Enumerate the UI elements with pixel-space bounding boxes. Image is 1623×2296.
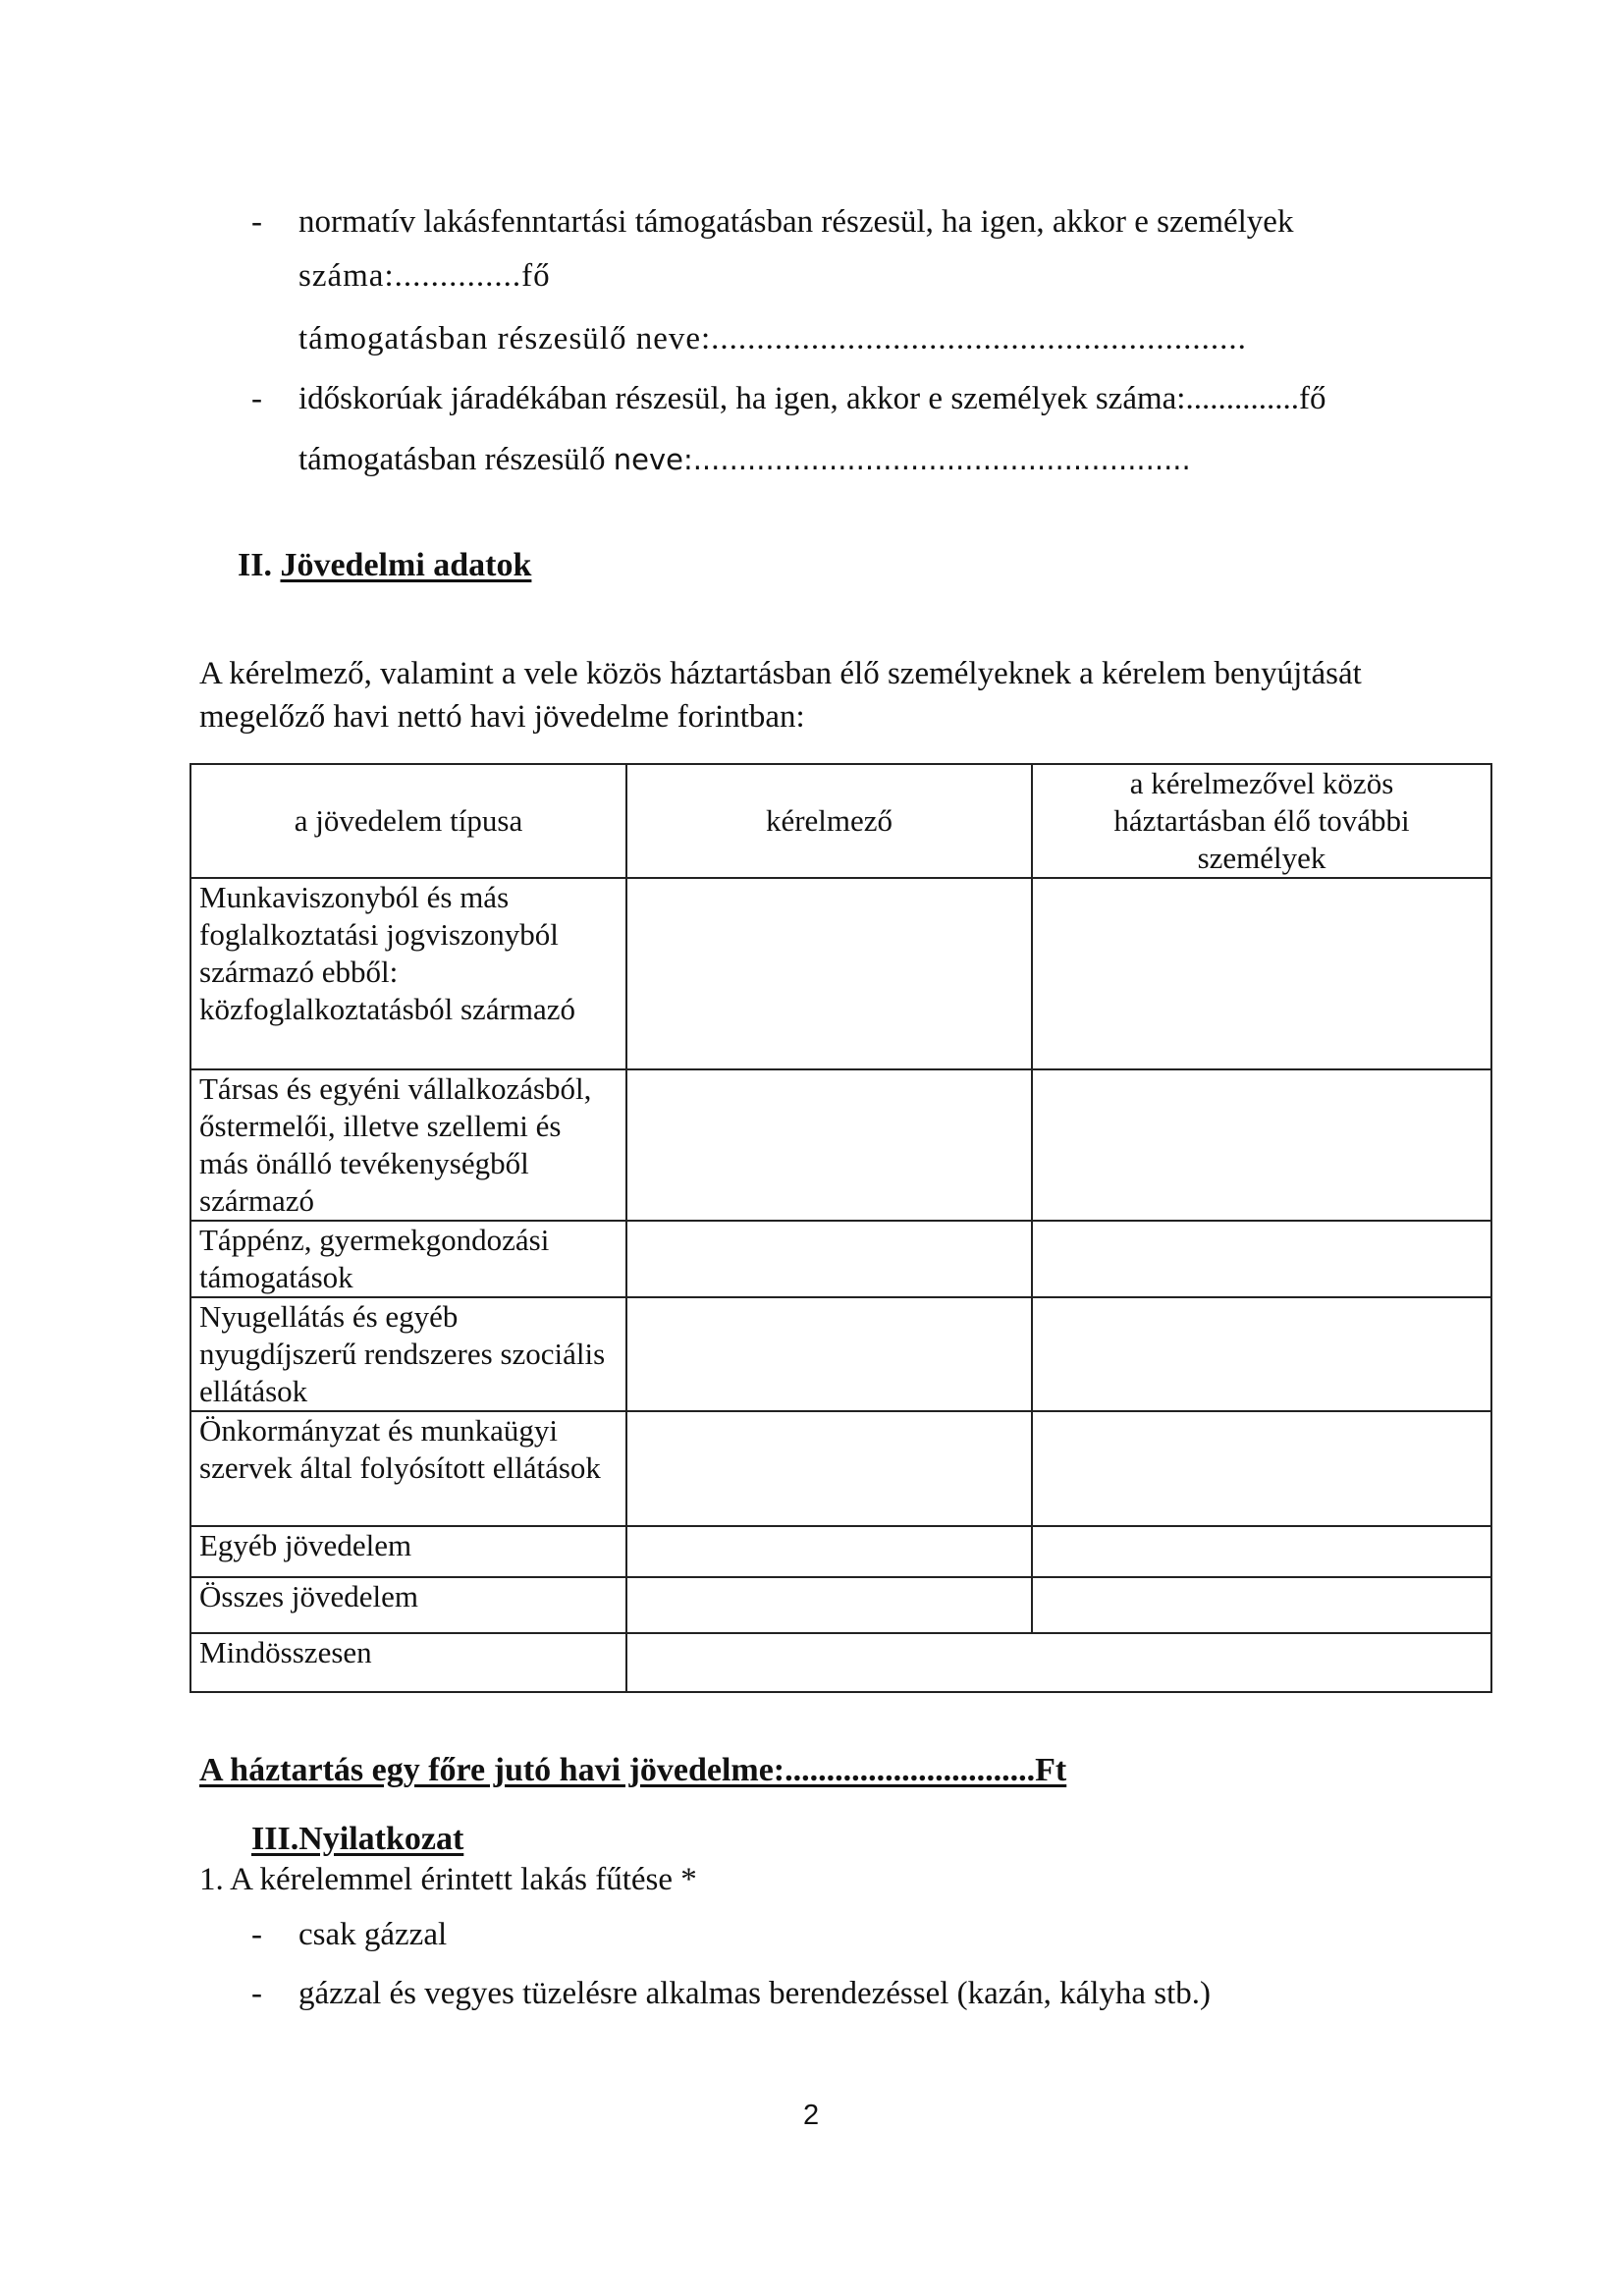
applicant-cell[interactable] [626,1221,1032,1297]
heating-option-gas-only[interactable]: csak gázzal [298,1917,448,1952]
income-type-employment: Munkaviszonyból és más foglalkoztatási jogviszonyból származó ebből: közfoglalkoztatásból származó [190,878,626,1069]
grand-total-label: Mindösszesen [190,1633,626,1692]
applicant-cell[interactable] [626,1069,1032,1221]
header-income-type: a jövedelem típusa [190,764,626,878]
table-row [190,1297,1491,1411]
household-cell[interactable] [1032,878,1491,1069]
list-dash: - [251,204,262,240]
table-header-row [190,764,1491,878]
table-row-grand-total [190,1633,1491,1692]
section-2-heading [238,546,531,585]
table-row [190,1069,1491,1221]
applicant-cell[interactable] [626,1297,1032,1411]
household-cell[interactable] [1032,1069,1491,1221]
normative-support-recipient: támogatásban részesülő neve:........................................................... [298,321,1247,356]
recipient-label: támogatásban részesülő [298,442,606,477]
income-table [189,763,1492,1693]
grand-total-cell[interactable] [626,1633,1491,1692]
normative-support-line: normatív lakásfenntartási támogatásban részesül, ha igen, akkor e személyek [298,204,1294,240]
applicant-cell[interactable] [626,878,1032,1069]
header-applicant: kérelmező [626,764,1032,878]
list-dash: - [251,1917,262,1952]
heating-question: 1. A kérelemmel érintett lakás fűtése * [199,1862,697,1897]
income-intro-line-2: megelőző havi nettó havi jövedelme forintban: [199,699,805,735]
table-row [190,1411,1491,1526]
heating-option-gas-mixed[interactable]: gázzal és vegyes tüzelésre alkalmas berendezéssel (kazán, kályha stb.) [298,1976,1212,2011]
list-dash: - [251,1976,262,2011]
household-cell[interactable] [1032,1526,1491,1577]
income-type-municipal: Önkormányzat és munkaügyi szervek által folyósított ellátások [190,1411,626,1526]
table-row [190,1526,1491,1577]
applicant-cell[interactable] [626,1411,1032,1526]
income-type-enterprise: Társas és egyéni vállalkozásból, őstermelői, illetve szellemi és más önálló tevékenységből származó [190,1069,626,1221]
list-dash: - [251,381,262,416]
normative-support-count: száma:..............fő [298,258,551,294]
household-cell[interactable] [1032,1297,1491,1411]
income-type-sick-pay: Táppénz, gyermekgondozási támogatások [190,1221,626,1297]
page-number: 2 [803,2100,820,2131]
household-cell[interactable] [1032,1411,1491,1526]
section-2-number: II. [238,547,272,583]
income-type-pension: Nyugellátás és egyéb nyugdíjszerű rendszeres szociális ellátások [190,1297,626,1411]
household-cell[interactable] [1032,1577,1491,1633]
header-household-members: a kérelmezővel közös háztartásban élő további személyek [1032,764,1491,878]
section-3-heading: III.Nyilatkozat [251,1821,464,1857]
income-type-total: Összes jövedelem [190,1577,626,1633]
elderly-allowance-line: időskorúak járadékában részesül, ha igen, akkor e személyek száma:..............fő [298,381,1326,416]
income-intro-line-1: A kérelmező, valamint a vele közös háztartásban élő személyeknek a kérelem benyújtását [199,656,1362,691]
household-cell[interactable] [1032,1221,1491,1297]
table-row [190,878,1491,1069]
table-row [190,1221,1491,1297]
applicant-cell[interactable] [626,1577,1032,1633]
per-capita-income: A háztartás egy főre jutó havi jövedelme:..............................Ft [199,1752,1067,1788]
recipient-name-field: neve:....................................................... [613,443,1191,476]
elderly-allowance-recipient [298,440,1191,479]
table-row [190,1577,1491,1633]
applicant-cell[interactable] [626,1526,1032,1577]
income-type-other: Egyéb jövedelem [190,1526,626,1577]
section-2-title: Jövedelmi adatok [280,547,532,583]
